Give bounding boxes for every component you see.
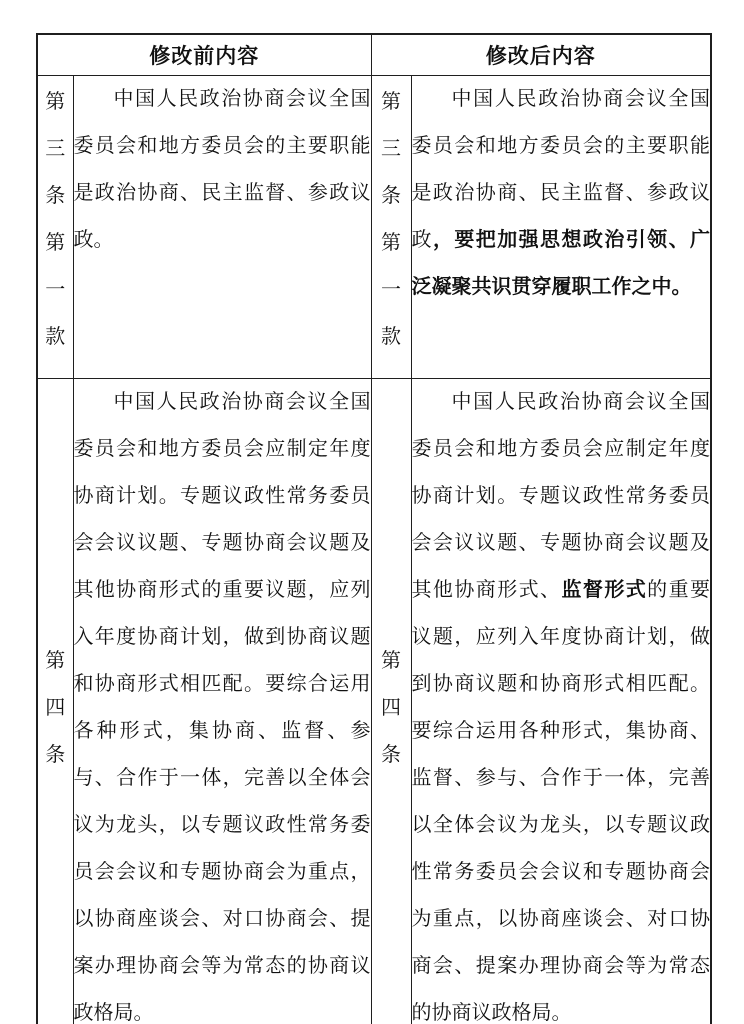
after-text-unchanged-article4: 中国人民政治协商会议全国委员会和地方委员会应制定年度协商计划。专题议政性常务委员会会议议题、专题协商会议题及其他协商形式、	[411, 391, 710, 601]
revision-comparison-table	[36, 33, 712, 1024]
header-before-content: 修改前内容	[37, 34, 371, 76]
table-row-clause4	[37, 379, 711, 1024]
clause-label-after-article3: 第三条第一款	[371, 76, 411, 379]
clause-label-after-article4: 第四条	[371, 379, 411, 1024]
after-text-unchanged-article3: 中国人民政治协商会议全国委员会和地方委员会的主要职能是政治协商、民主监督、参政议政	[411, 88, 710, 251]
after-paragraph-article4	[412, 379, 711, 1024]
before-paragraph-article3	[74, 76, 371, 264]
clause-label-before-article3: 第三条第一款	[37, 76, 73, 379]
before-paragraph-article4	[74, 379, 371, 1024]
clause-label-before-article4: 第四条	[37, 379, 73, 1024]
after-text-cell-article3	[411, 76, 711, 379]
header-row	[37, 34, 711, 76]
before-text-article3: 中国人民政治协商会议全国委员会和地方委员会的主要职能是政治协商、民主监督、参政议政。	[73, 88, 371, 251]
table-row-clause3	[37, 76, 711, 379]
before-text-cell-article4	[73, 379, 371, 1024]
after-text-inserted-article3: ，要把加强思想政治引领、广泛凝聚共识贯穿履职工作之中。	[411, 229, 711, 298]
after-text-cell-article4	[411, 379, 711, 1024]
after-text-tail-article4: 的重要议题，应列入年度协商计划，做到协商议题和协商形式相匹配。要综合运用各种形式，集协商、监督、参与、合作于一体，完善以全体会议为龙头，以专题议政性常务委员会会议和专题协商会为重点，以协商座谈会、对口协商会、提案办理协商会等为常态的协商议政格局。	[411, 579, 711, 1024]
header-after-content: 修改后内容	[371, 34, 711, 76]
after-paragraph-article3	[412, 76, 711, 311]
after-text-inserted-article4: 监督形式	[561, 579, 648, 601]
before-text-article4: 中国人民政治协商会议全国委员会和地方委员会应制定年度协商计划。专题议政性常务委员会会议议题、专题协商会议题及其他协商形式的重要议题，应列入年度协商计划，做到协商议题和协商形式相匹配。要综合运用各种形式，集协商、监督、参与、合作于一体，完善以全体会议为龙头，以专题议政性常务委员会会议和专题协商会为重点，以协商座谈会、对口协商会、提案办理协商会等为常态的协商议政格局。	[73, 391, 371, 1024]
before-text-cell-article3	[73, 76, 371, 379]
